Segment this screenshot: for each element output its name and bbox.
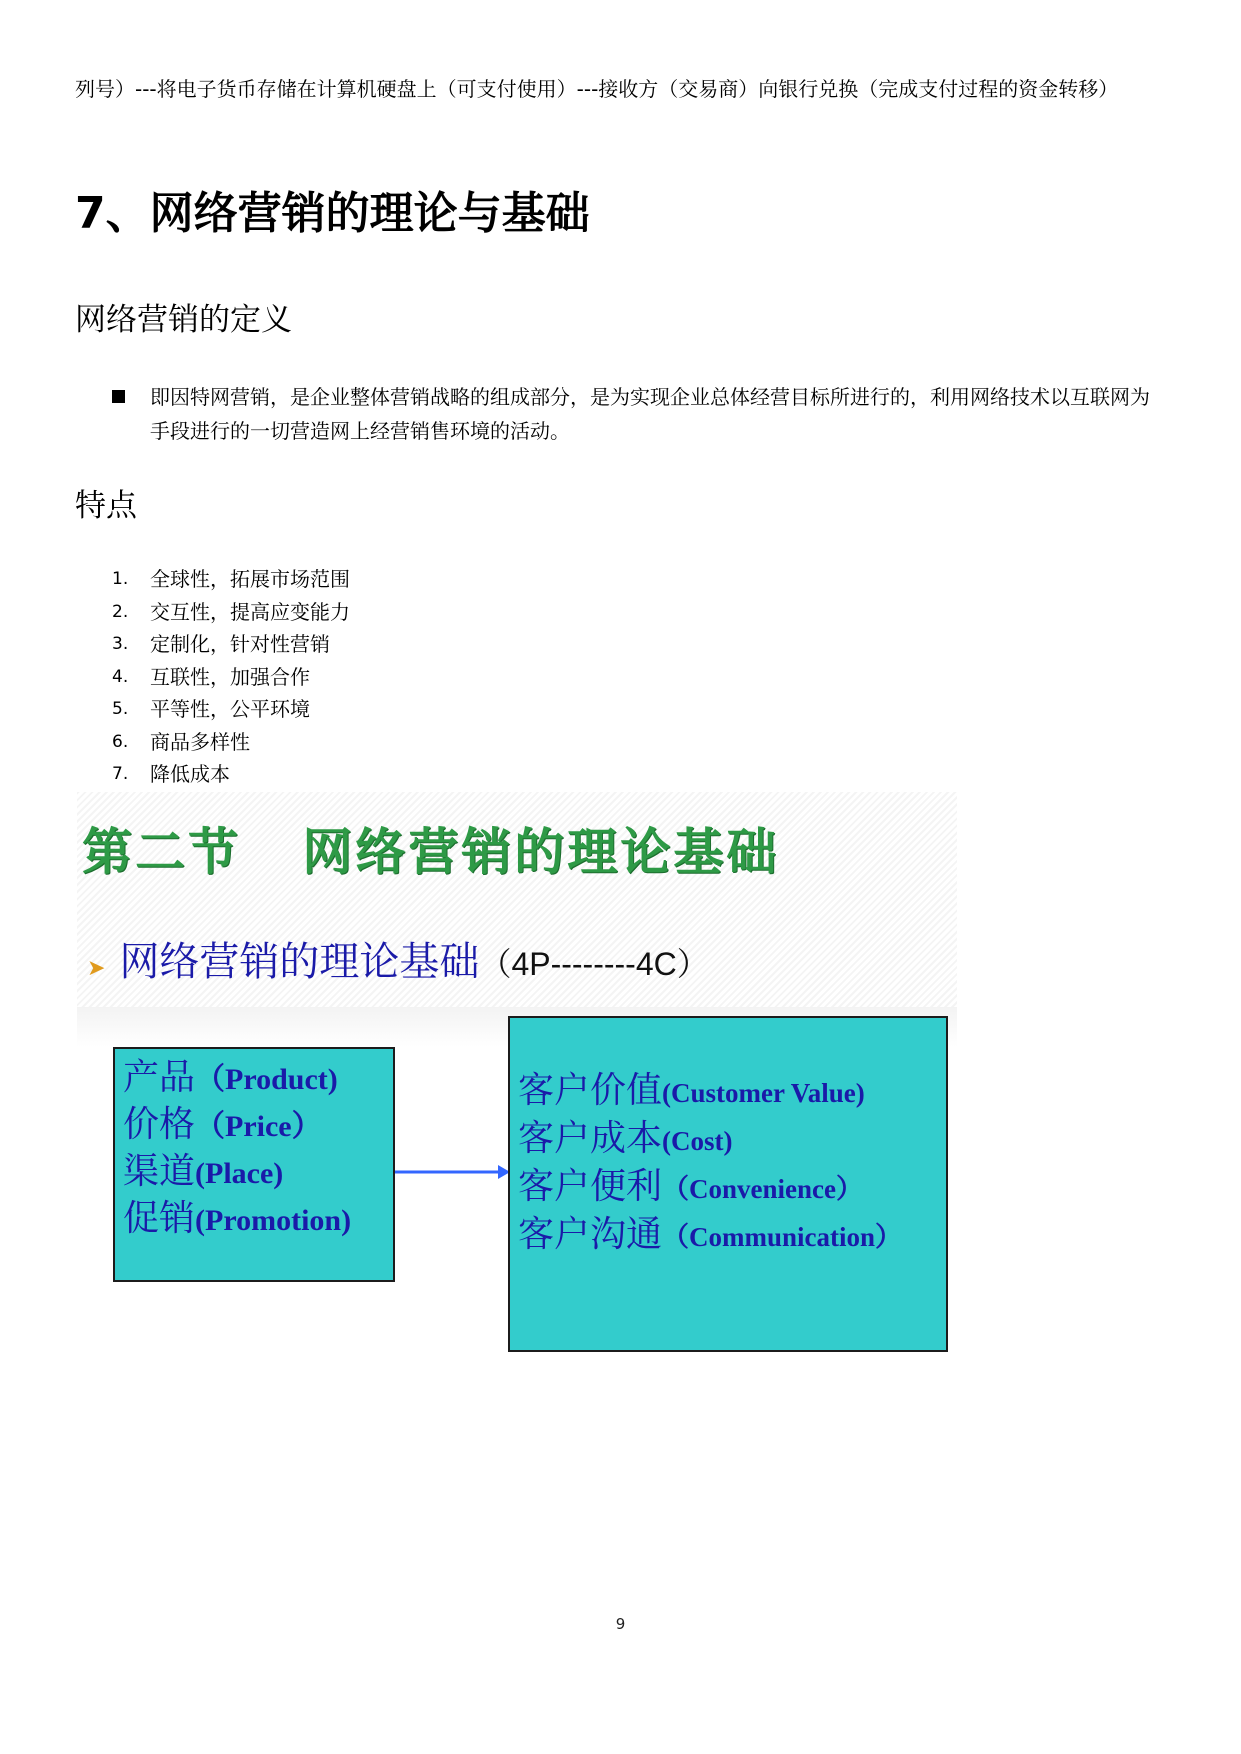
right-arrow-icon (395, 1162, 510, 1182)
list-number: 4. (112, 666, 129, 687)
list-item (112, 758, 350, 791)
list-text: 交互性，提高应变能力 (150, 599, 350, 624)
list-text: 互联性，加强合作 (150, 664, 310, 689)
section-heading: 7、网络营销的理论与基础 (75, 188, 590, 239)
4c-line: 客户成本(Cost) (518, 1118, 733, 1159)
list-number: 6. (112, 731, 129, 752)
list-text: 定制化，针对性营销 (150, 632, 330, 656)
list-number: 5. (112, 699, 129, 719)
4c-line: 客户价值(Customer Value) (518, 1070, 865, 1111)
4p-line: 渠道(Place) (123, 1151, 284, 1192)
list-item (112, 661, 350, 694)
features-heading: 特点 (75, 488, 137, 524)
list-number: 7. (112, 764, 129, 784)
slide-subtitle-paren: （4P--------4C） (479, 946, 709, 982)
list-item (112, 563, 350, 596)
list-item (112, 693, 350, 726)
list-text: 降低成本 (150, 762, 230, 786)
4p-line: 价格（Price） (123, 1104, 322, 1145)
page-number: 9 (615, 1615, 626, 1633)
list-item (112, 596, 350, 629)
continued-paragraph: 列号）---将电子货币存储在计算机硬盘上（可支付使用）---接收方（交易商）向银行兑换（完成支付过程的资金转移） (75, 77, 1119, 101)
4c-line: 客户沟通（Communication） (518, 1214, 903, 1255)
4p-line: 促销(Promotion) (123, 1198, 352, 1239)
list-text: 商品多样性 (150, 729, 250, 754)
list-number: 2. (112, 601, 129, 622)
4p-box (113, 1047, 395, 1282)
definition-heading: 网络营销的定义 (75, 302, 292, 338)
list-text: 平等性，公平环境 (150, 697, 310, 721)
square-bullet-icon (112, 390, 125, 403)
4p-line: 产品（Product) (123, 1057, 338, 1098)
list-item (112, 628, 350, 661)
4c-line: 客户便利（Convenience） (518, 1166, 863, 1207)
features-list (112, 563, 350, 791)
list-number: 1. (112, 569, 129, 589)
slide-subtitle (87, 930, 709, 987)
definition-bullet (112, 380, 1167, 448)
list-item (112, 726, 350, 759)
definition-text: 即因特网营销，是企业整体营销战略的组成部分，是为实现企业总体经营目标所进行的，利用网络技术以互联网为手段进行的一切营造网上经营销售环境的活动。 (150, 385, 1150, 443)
list-number: 3. (112, 634, 129, 654)
4c-box (508, 1016, 948, 1352)
slide-image (77, 792, 957, 1362)
slide-subtitle-text: 网络营销的理论基础 (119, 939, 480, 985)
arrow-bullet-icon: ➤ (87, 956, 106, 981)
slide-title: 第二节 网络营销的理论基础 (82, 822, 780, 881)
list-text: 全球性，拓展市场范围 (150, 567, 350, 591)
